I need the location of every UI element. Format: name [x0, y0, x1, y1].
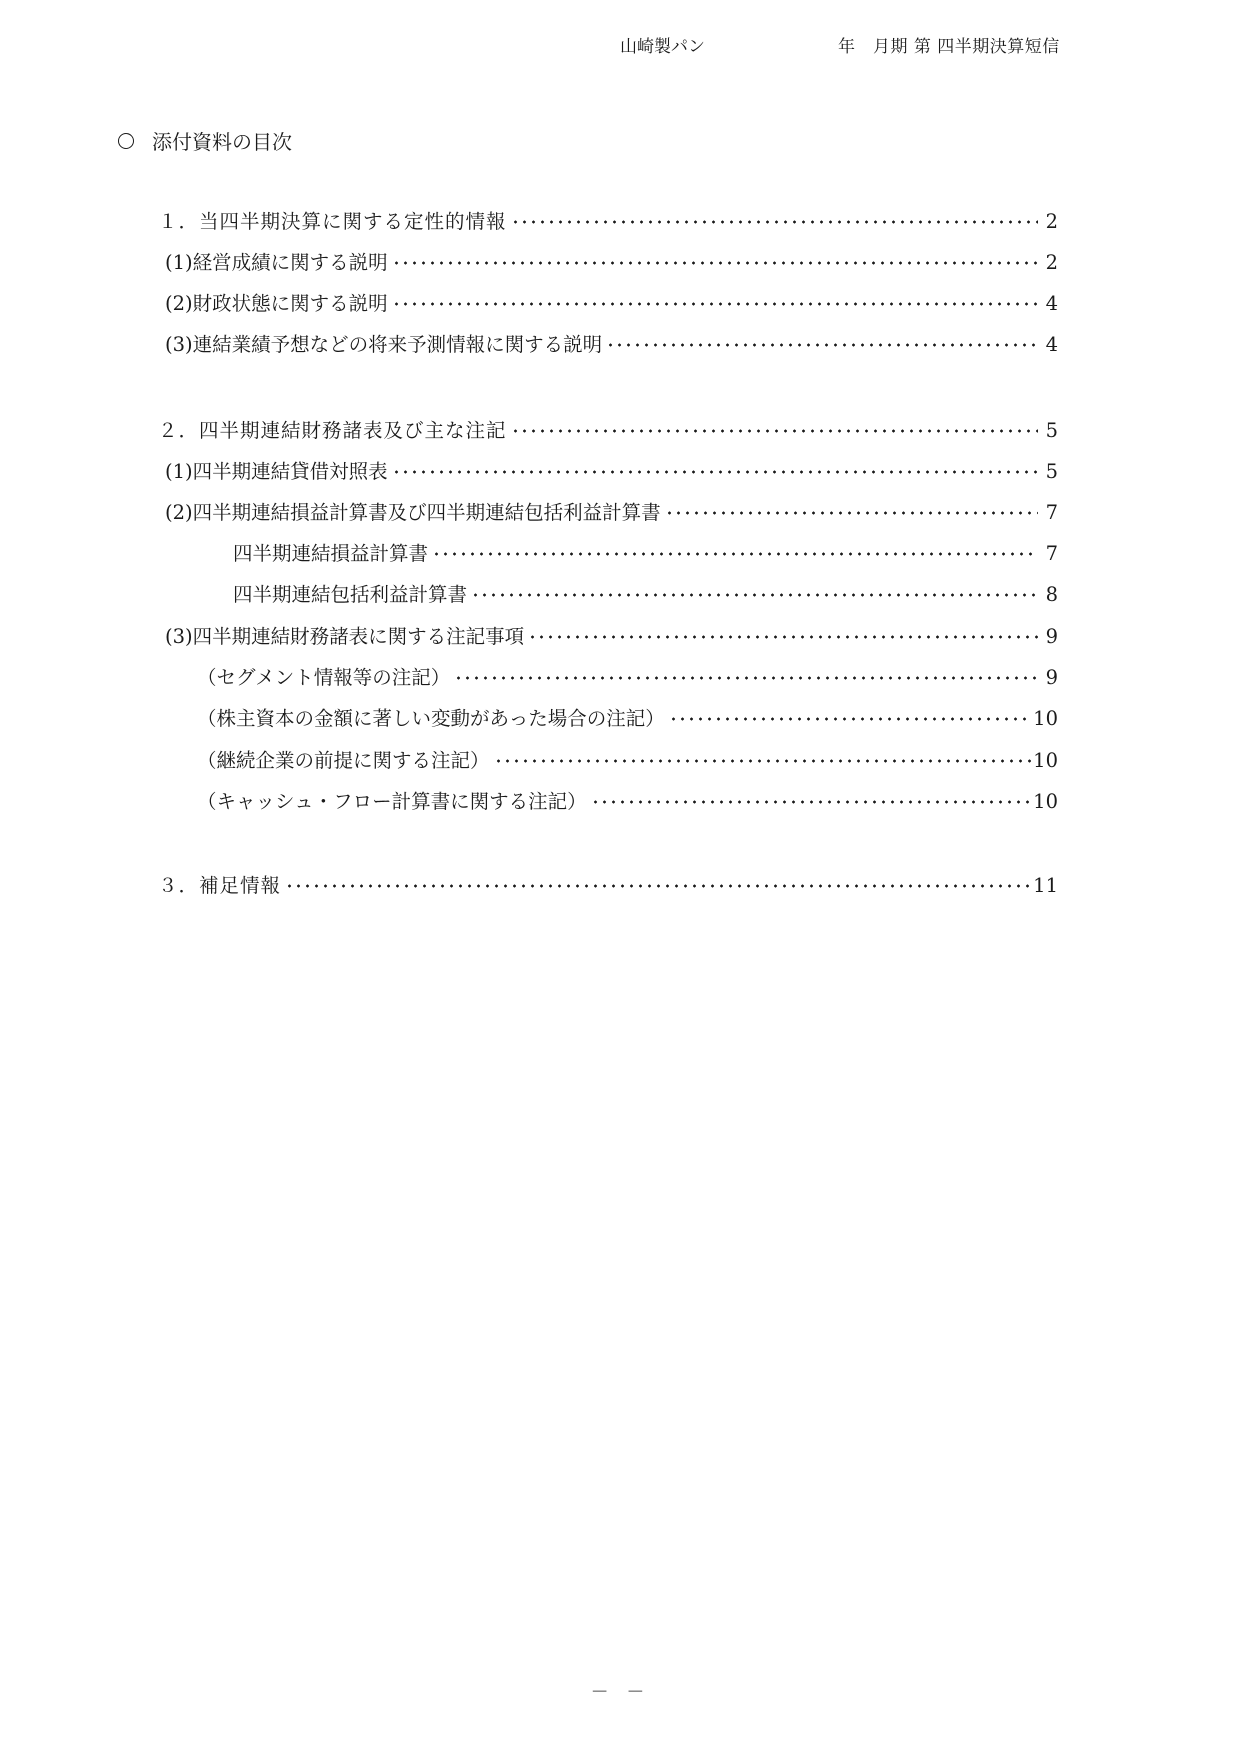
- toc-entry-page: 4: [1045, 292, 1058, 315]
- toc-entry-label: （キャッシュ・フロー計算書に関する注記）: [197, 790, 587, 813]
- dot-leader: [430, 552, 1038, 556]
- toc-entry-1-1[interactable]: [165, 247, 1058, 277]
- toc-entry-page: 7: [1045, 501, 1058, 524]
- toc-entry-label: (3)四半期連結財務諸表に関する注記事項: [165, 625, 525, 648]
- dot-leader: [509, 429, 1038, 433]
- toc-entry-label: 四半期連結包括利益計算書: [233, 583, 468, 606]
- toc-entry-page: 9: [1045, 666, 1058, 689]
- dot-leader: [283, 884, 1031, 888]
- page-number-marker: － －: [590, 1682, 651, 1703]
- toc-entry-1-2[interactable]: [165, 288, 1058, 318]
- toc-entry-label: １．当四半期決算に関する定性的情報: [158, 210, 507, 233]
- toc-entry-page: 11: [1033, 874, 1058, 897]
- toc-entry-label: (3)連結業績予想などの将来予測情報に関する説明: [165, 333, 603, 356]
- dot-leader: [492, 759, 1032, 763]
- toc-entry-2-3-a[interactable]: [197, 662, 1058, 692]
- dot-leader: [390, 261, 1038, 265]
- dot-leader: [509, 220, 1038, 224]
- toc-entry-label: 四半期連結損益計算書: [233, 542, 429, 565]
- dot-leader: [390, 302, 1038, 306]
- toc-entry-2-3-d[interactable]: [197, 786, 1058, 816]
- toc-entry-page: 10: [1033, 749, 1058, 772]
- toc-entry-label: （継続企業の前提に関する注記）: [197, 749, 490, 772]
- toc-entry-2-1[interactable]: [165, 456, 1058, 486]
- toc-entry-label: (2)四半期連結損益計算書及び四半期連結包括利益計算書: [165, 501, 661, 524]
- toc-entry-page: 10: [1033, 790, 1058, 813]
- toc-entry-page: 2: [1045, 251, 1058, 274]
- toc-entry-page: 9: [1045, 625, 1058, 648]
- toc-entry-section-3[interactable]: [158, 870, 1058, 900]
- company-name: 山崎製パン: [620, 37, 705, 57]
- toc-entry-label: （株主資本の金額に著しい変動があった場合の注記）: [197, 707, 665, 730]
- toc-entry-label: (1)経営成績に関する説明: [165, 251, 388, 274]
- dot-leader: [452, 676, 1038, 680]
- toc-entry-page: 5: [1045, 419, 1058, 442]
- dot-leader: [589, 800, 1032, 804]
- toc-entry-2-3[interactable]: [165, 621, 1058, 651]
- toc-entry-page: 4: [1045, 333, 1058, 356]
- toc-heading-label: 添付資料の目次: [152, 130, 292, 154]
- toc-entry-label: (2)財政状態に関する説明: [165, 292, 388, 315]
- dot-leader: [663, 511, 1038, 515]
- dot-leader: [667, 717, 1031, 721]
- toc-entry-page: 7: [1045, 542, 1058, 565]
- toc-entry-2-3-b[interactable]: [197, 703, 1058, 733]
- toc-entry-2-3-c[interactable]: [197, 745, 1058, 775]
- report-title: 年 月期 第 四半期決算短信: [838, 37, 1060, 57]
- toc-entry-section-2[interactable]: [158, 415, 1058, 445]
- dot-leader: [526, 635, 1038, 639]
- dot-leader: [390, 470, 1038, 474]
- toc-entry-2-2-b[interactable]: [233, 579, 1058, 609]
- toc-entry-2-2[interactable]: [165, 497, 1058, 527]
- toc-entry-label: ２．四半期連結財務諸表及び主な注記: [158, 419, 507, 442]
- dot-leader: [469, 593, 1038, 597]
- toc-entry-label: （セグメント情報等の注記）: [197, 666, 451, 689]
- toc-entry-section-1[interactable]: [158, 206, 1058, 236]
- dot-leader: [604, 343, 1038, 347]
- toc-entry-page: 10: [1033, 707, 1058, 730]
- toc-entry-label: (1)四半期連結貸借対照表: [165, 460, 388, 483]
- toc-entry-2-2-a[interactable]: [233, 538, 1058, 568]
- toc-entry-1-3[interactable]: [165, 329, 1058, 359]
- toc-entry-label: ３．補足情報: [158, 874, 282, 897]
- toc-entry-page: 5: [1045, 460, 1058, 483]
- toc-entry-page: 2: [1045, 210, 1058, 233]
- toc-entry-page: 8: [1045, 583, 1058, 606]
